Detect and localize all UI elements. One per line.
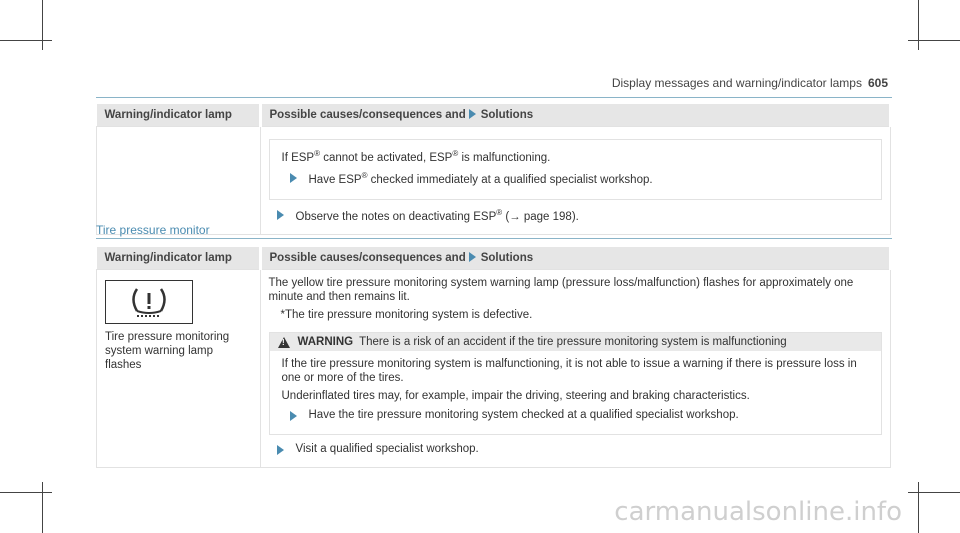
tire-pressure-warning-icon	[105, 280, 193, 324]
esp-warning-table	[96, 104, 892, 235]
cause-text: *The tire pressure monitoring system is defective.	[280, 309, 533, 321]
warning-header	[270, 333, 882, 351]
condition-step-text: Have ESP® checked immediately at a qualified specialist workshop.	[308, 170, 653, 186]
arrow-icon	[290, 173, 297, 183]
arrow-icon	[469, 252, 476, 262]
section-title: Tire pressure monitor	[96, 223, 210, 237]
crop-mark	[0, 40, 52, 41]
lamp-cell	[97, 270, 261, 468]
crop-mark	[0, 492, 52, 493]
solution-step-text: Visit a qualified specialist workshop.	[295, 443, 479, 455]
col-header-solutions-text: Possible causes/consequences and	[269, 252, 466, 264]
solution-cell	[260, 127, 891, 235]
arrow-icon	[290, 411, 297, 421]
arrow-icon	[469, 109, 476, 119]
lamp-cell	[97, 127, 261, 235]
crop-mark	[918, 482, 919, 533]
condition-step	[282, 171, 870, 186]
crop-mark	[42, 482, 43, 533]
arrow-icon	[277, 445, 284, 455]
watermark: carmanualsonline.info	[614, 497, 902, 527]
running-head-title: Display messages and warning/indicator lamps	[611, 76, 862, 90]
page-reference-link[interactable]: (→ page 198).	[502, 210, 579, 223]
col-header-solutions	[260, 104, 891, 127]
crop-mark	[42, 0, 43, 50]
col-header-solutions-tail: Solutions	[480, 109, 534, 121]
col-header-solutions	[260, 247, 891, 270]
col-header-solutions-text: Possible causes/consequences and	[269, 109, 466, 121]
arrow-icon	[277, 210, 284, 220]
solution-step-text: Observe the notes on deactivating ESP® (→ page 198).	[295, 207, 579, 223]
crop-mark	[908, 492, 960, 493]
lamp-label: Tire pressure monitoring system warning lamp flashes	[105, 331, 230, 371]
warning-paragraph: If the tire pressure monitoring system is malfunctioning, it is not able to issue a warning if there is pressure loss in one or more of the tires.	[281, 358, 857, 384]
warning-step	[282, 409, 870, 421]
warning-title: There is a risk of an accident if the tire pressure monitoring system is malfunctioning	[359, 336, 787, 348]
warning-paragraph: Underinflated tires may, for example, impair the driving, steering and braking characteristics.	[281, 390, 750, 402]
running-head	[612, 76, 888, 90]
solution-cell	[260, 270, 891, 468]
warning-triangle-icon	[278, 337, 290, 348]
tire-pressure-symbol	[127, 285, 171, 319]
col-header-solutions-tail: Solutions	[480, 252, 534, 264]
header-rule	[96, 97, 892, 98]
section-rule	[96, 238, 892, 239]
description-text: The yellow tire pressure monitoring system warning lamp (pressure loss/malfunction) flashes for approximately one minute and then remains lit.	[268, 277, 854, 303]
tire-pressure-table	[96, 247, 892, 468]
warning-box	[269, 332, 883, 435]
crop-mark	[908, 40, 960, 41]
condition-text: If ESP® cannot be activated, ESP® is malfunctioning.	[281, 149, 551, 164]
warning-label: WARNING	[297, 336, 354, 348]
col-header-lamp: Warning/indicator lamp	[97, 104, 261, 127]
crop-mark	[918, 0, 919, 50]
warning-step-text: Have the tire pressure monitoring system checked at a qualified specialist workshop.	[308, 409, 739, 421]
solution-step	[269, 208, 883, 223]
condition-box	[269, 139, 883, 200]
solution-step	[269, 443, 883, 455]
col-header-lamp: Warning/indicator lamp	[97, 247, 261, 270]
page-number: 605	[867, 76, 888, 90]
